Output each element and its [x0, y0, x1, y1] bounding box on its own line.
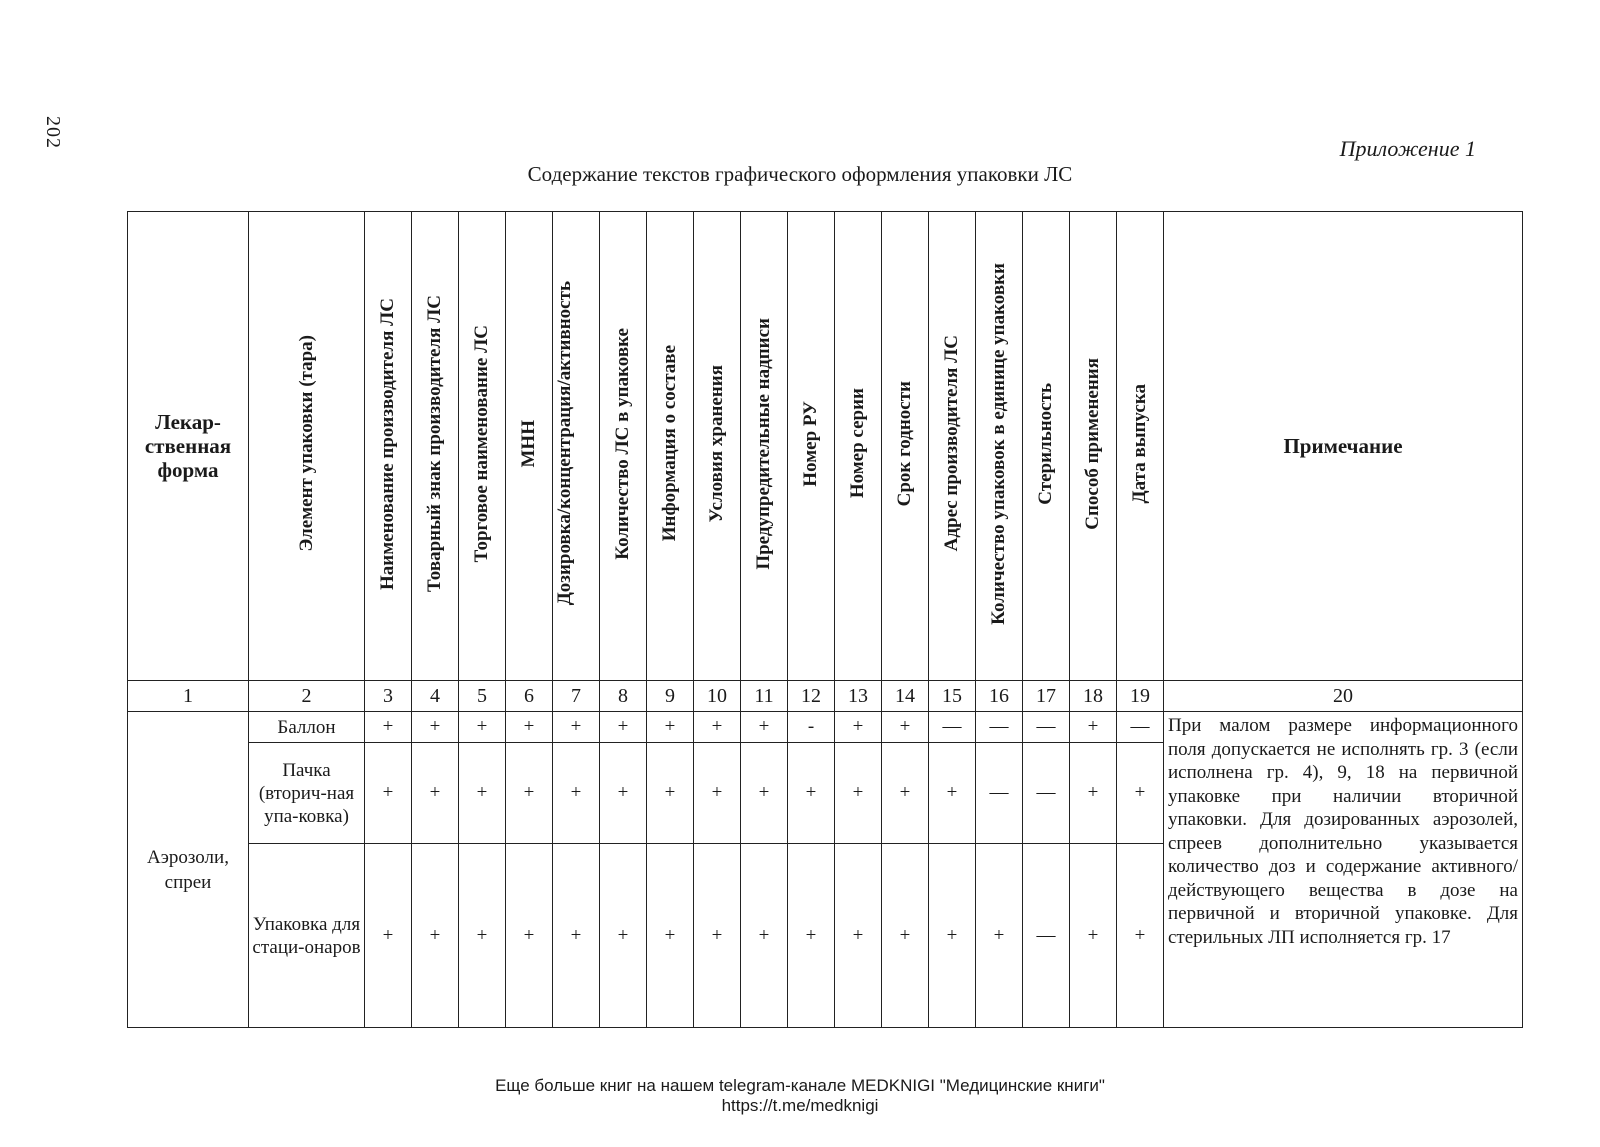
column-number: 16: [976, 681, 1023, 712]
mark-cell: -: [788, 712, 835, 743]
mark-cell: +: [1117, 844, 1164, 1028]
mark-cell: +: [929, 844, 976, 1028]
package-element-cell: Пачка (вторич-ная упа-ковка): [249, 743, 365, 844]
header-col-13: Номер серии: [835, 212, 882, 681]
mark-cell: +: [365, 844, 412, 1028]
column-number: 1: [128, 681, 249, 712]
header-col-12: Номер РУ: [788, 212, 835, 681]
column-number: 6: [506, 681, 553, 712]
mark-cell: +: [882, 743, 929, 844]
mark-cell: +: [600, 844, 647, 1028]
header-col-6: МНН: [506, 212, 553, 681]
table-row-balloon: [128, 712, 1523, 743]
column-number: 7: [553, 681, 600, 712]
mark-cell: +: [788, 844, 835, 1028]
mark-cell: +: [412, 844, 459, 1028]
header-col-3: Наименование производителя ЛС: [365, 212, 412, 681]
mark-cell: +: [1070, 743, 1117, 844]
mark-cell: +: [741, 844, 788, 1028]
mark-cell: +: [929, 743, 976, 844]
mark-cell: +: [1117, 743, 1164, 844]
mark-cell: —: [976, 743, 1023, 844]
mark-cell: —: [1023, 743, 1070, 844]
package-element-cell: Упаковка для стаци-онаров: [249, 844, 365, 1028]
mark-cell: —: [929, 712, 976, 743]
mark-cell: +: [506, 743, 553, 844]
header-col-19: Дата выпуска: [1117, 212, 1164, 681]
mark-cell: +: [694, 712, 741, 743]
document-title: Содержание текстов графического оформления упаковки ЛС: [527, 162, 1073, 186]
column-number: 3: [365, 681, 412, 712]
footer-promo-text: Еще больше книг на нашем telegram-канале MEDKNIGI "Медицинские книги": [495, 1076, 1105, 1095]
header-col-11: Предупредительные надписи: [741, 212, 788, 681]
mark-cell: +: [600, 712, 647, 743]
column-number: 8: [600, 681, 647, 712]
mark-cell: +: [553, 844, 600, 1028]
header-element: Элемент упаковки (тара): [249, 212, 365, 681]
dosage-form-cell: Аэрозоли, спреи: [128, 712, 249, 1028]
mark-cell: +: [741, 743, 788, 844]
column-number: 19: [1117, 681, 1164, 712]
mark-cell: +: [1070, 844, 1117, 1028]
header-col-14: Срок годности: [882, 212, 929, 681]
package-element-cell: Баллон: [249, 712, 365, 743]
column-number: 14: [882, 681, 929, 712]
mark-cell: +: [882, 844, 929, 1028]
footer-link[interactable]: https://t.me/medknigi: [721, 1096, 879, 1115]
mark-cell: —: [1023, 712, 1070, 743]
mark-cell: —: [1117, 712, 1164, 743]
mark-cell: +: [365, 712, 412, 743]
appendix-label: Приложение 1: [1339, 136, 1476, 161]
mark-cell: +: [976, 844, 1023, 1028]
column-number: 11: [741, 681, 788, 712]
mark-cell: +: [694, 844, 741, 1028]
mark-cell: +: [600, 743, 647, 844]
column-number: 10: [694, 681, 741, 712]
mark-cell: +: [506, 844, 553, 1028]
header-col-5: Торговое наименование ЛС: [459, 212, 506, 681]
mark-cell: +: [788, 743, 835, 844]
header-col-7: Дозировка/концентрация/активность: [553, 212, 600, 681]
header-form: Лекар-ственная форма: [128, 212, 249, 681]
header-col-4: Товарный знак производителя ЛС: [412, 212, 459, 681]
mark-cell: +: [647, 712, 694, 743]
column-number: 9: [647, 681, 694, 712]
mark-cell: +: [835, 743, 882, 844]
mark-cell: —: [1023, 844, 1070, 1028]
column-number: 5: [459, 681, 506, 712]
mark-cell: +: [882, 712, 929, 743]
mark-cell: +: [835, 844, 882, 1028]
header-col-9: Информация о составе: [647, 212, 694, 681]
mark-cell: +: [459, 743, 506, 844]
header-row: [128, 212, 1523, 681]
mark-cell: +: [459, 712, 506, 743]
header-col-17: Стерильность: [1023, 212, 1070, 681]
mark-cell: +: [1070, 712, 1117, 743]
column-number: 4: [412, 681, 459, 712]
page-number: 202: [42, 116, 64, 149]
column-number: 20: [1164, 681, 1523, 712]
column-number: 18: [1070, 681, 1117, 712]
mark-cell: +: [553, 712, 600, 743]
note-cell: При малом размере информационного поля допускается не исполнять гр. 3 (если исполнена гр. 4), 9, 18 на первичной упаковке при наличии вторичной упаковки. Для дозированных аэрозолей, спреев дополнительно указывается количество доз и содержание активного/действующего вещества в дозе на первичной и вторичной упаковке. Для стерильных ЛП исполняется гр. 17: [1164, 712, 1523, 1028]
column-number: 15: [929, 681, 976, 712]
packaging-table: [127, 211, 1523, 1028]
column-number-row: [128, 681, 1523, 712]
mark-cell: +: [694, 743, 741, 844]
mark-cell: +: [412, 743, 459, 844]
column-number: 13: [835, 681, 882, 712]
mark-cell: +: [365, 743, 412, 844]
header-col-16: Количество упаковок в единице упаковки: [976, 212, 1023, 681]
mark-cell: +: [647, 743, 694, 844]
header-note: Примечание: [1164, 212, 1523, 681]
mark-cell: +: [647, 844, 694, 1028]
mark-cell: +: [835, 712, 882, 743]
mark-cell: +: [459, 844, 506, 1028]
column-number: 2: [249, 681, 365, 712]
mark-cell: +: [506, 712, 553, 743]
column-number: 17: [1023, 681, 1070, 712]
mark-cell: +: [741, 712, 788, 743]
mark-cell: —: [976, 712, 1023, 743]
header-col-15: Адрес производителя ЛС: [929, 212, 976, 681]
mark-cell: +: [412, 712, 459, 743]
mark-cell: +: [553, 743, 600, 844]
header-col-10: Условия хранения: [694, 212, 741, 681]
header-col-8: Количество ЛС в упаковке: [600, 212, 647, 681]
column-number: 12: [788, 681, 835, 712]
header-col-18: Способ применения: [1070, 212, 1117, 681]
